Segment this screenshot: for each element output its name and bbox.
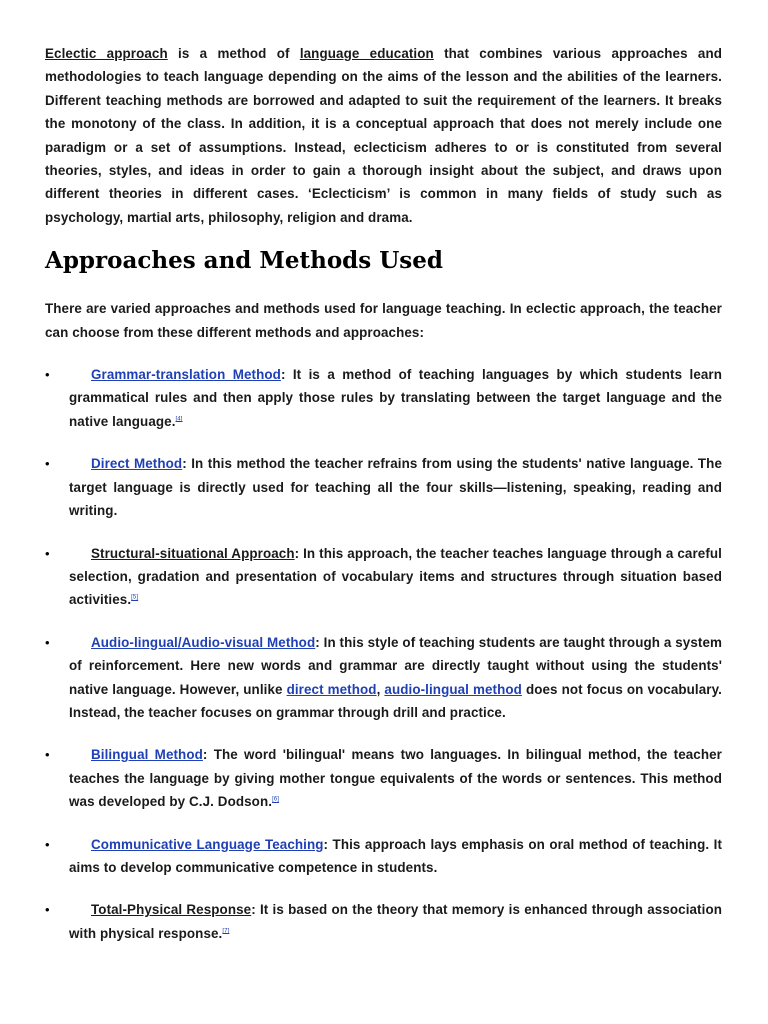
eclectic-approach-term: Eclectic approach xyxy=(45,46,168,61)
communicative-language-teaching-link[interactable]: Communicative Language Teaching xyxy=(91,836,324,852)
list-item-structural-situational xyxy=(45,542,722,612)
language-education-link[interactable]: language education xyxy=(299,46,434,61)
bullet-icon: • xyxy=(45,634,50,650)
section-heading: Approaches and Methods Used xyxy=(45,247,443,275)
methods-list xyxy=(45,363,722,945)
intro-text-2: that combines various approaches and methodologies to teach language depending on the aims of the lesson and the abilities of the learners. Different teaching methods are borrowed and adapted to suit the requirement of the learners. It breaks the monotony of the class. In addition, it is a conceptual approach that does not merely include one paradigm or a set of assumptions. Instead, eclecticism adheres to or is constituted from several theories, styles, and ideas in order to gain a thorough insight about the subject, and draws upon different theories in different cases. ‘Eclecticism’ is common in many fields of study such as psychology, martial arts, philosophy, religion and drama. xyxy=(45,46,723,225)
list-item-bilingual xyxy=(45,743,722,813)
bullet-icon: • xyxy=(45,902,50,918)
bullet-icon: • xyxy=(45,456,50,472)
bullet-icon: • xyxy=(45,747,50,763)
method-description: : The word 'bilingual' means two languages. In bilingual method, the teacher teaches the language by giving mother tongue equivalents of the words or sentences. This method was developed by C.J. Dodson. xyxy=(69,747,722,810)
section-intro: There are varied approaches and methods used for language teaching. In eclectic approach, the teacher can choose from these different methods and approaches: xyxy=(45,301,722,340)
bullet-icon: • xyxy=(45,545,50,561)
list-item-direct-method xyxy=(45,452,722,522)
bilingual-method-link[interactable]: Bilingual Method xyxy=(91,747,203,763)
citation-4-link[interactable]: [4] xyxy=(175,416,183,423)
method-description: : In this style of teaching students are taught through a system of reinforcement. Here new words and grammar are directly taught without using the students' native language. However, unlike xyxy=(69,634,722,697)
method-description: : In this method the teacher refrains from using the students' native language. The target language is directly used for teaching all the four skills—listening, speaking, reading and writing. xyxy=(69,456,722,519)
bullet-icon: • xyxy=(45,836,50,852)
bullet-icon: • xyxy=(45,367,50,383)
direct-method-link[interactable]: Direct Method xyxy=(91,456,183,472)
intro-text-1: is a method of xyxy=(167,46,300,61)
structural-situational-term: Structural-situational Approach xyxy=(91,545,295,561)
total-physical-response-term: Total-Physical Response xyxy=(91,902,252,918)
citation-6-link[interactable]: [6] xyxy=(272,796,280,803)
intro-paragraph xyxy=(45,42,722,229)
grammar-translation-link[interactable]: Grammar-translation Method xyxy=(91,367,281,383)
article-body xyxy=(45,42,722,964)
list-item-grammar-translation xyxy=(45,363,722,433)
list-item-audio-lingual xyxy=(45,631,722,725)
method-description: : In this approach, the teacher teaches language through a careful selection, gradation and presentation of vocabulary items and structures through situation based activities. xyxy=(69,545,722,608)
method-description: : It is a method of teaching languages by which students learn grammatical rules and then apply those rules by translating between the target language and the native language. xyxy=(69,367,723,429)
citation-5-link[interactable]: [5] xyxy=(131,594,139,601)
method-description: : It is based on the theory that memory is enhanced through association with physical response. xyxy=(69,902,722,941)
list-item-communicative xyxy=(45,833,722,880)
audio-lingual-method-inline-link[interactable]: audio-lingual method xyxy=(384,681,522,697)
method-description-cont: does not focus on vocabulary. Instead, the teacher focuses on grammar through drill and practice. xyxy=(69,681,722,720)
separator: , xyxy=(376,681,385,697)
list-item-total-physical-response xyxy=(45,898,722,945)
method-description: : This approach lays emphasis on oral method of teaching. It aims to develop communicative competence in students. xyxy=(69,836,722,875)
citation-7-link[interactable]: [7] xyxy=(222,928,230,935)
direct-method-inline-link[interactable]: direct method xyxy=(286,681,377,697)
audio-lingual-visual-link[interactable]: Audio-lingual/Audio-visual Method xyxy=(91,634,316,650)
